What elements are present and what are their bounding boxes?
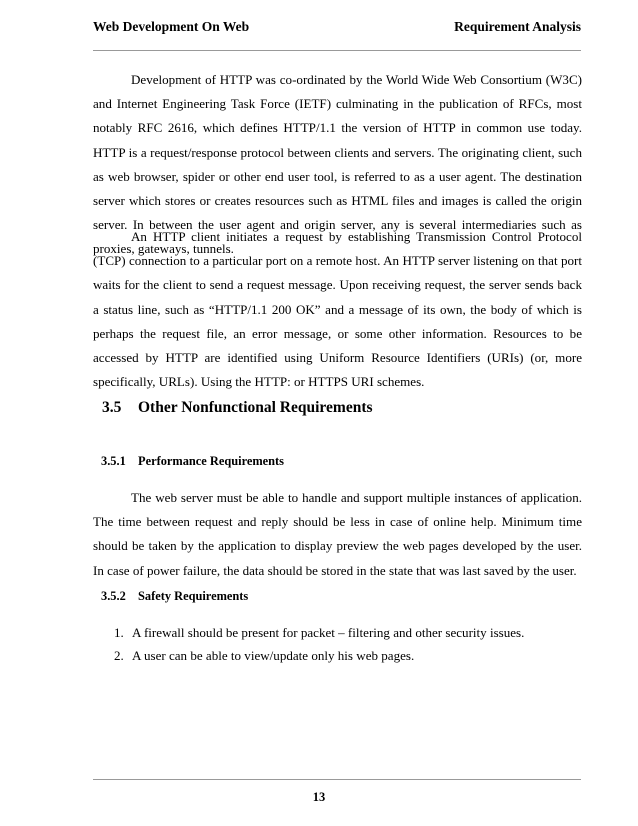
page-number: 13	[312, 790, 326, 804]
list-marker: 2.	[114, 648, 124, 663]
header-rule	[93, 50, 581, 51]
section-number: 3.5	[102, 399, 122, 416]
section-title: Other Nonfunctional Requirements	[138, 399, 373, 416]
list-item-text: A user can be able to view/update only his web pages.	[132, 648, 415, 663]
subsection-title: Performance Requirements	[138, 454, 285, 468]
paragraph-performance: The web server must be able to handle and support multiple instances of application. The time between request and reply should be less in case of online help. Minimum time should be taken by the application to display preview the web pages developed by the user. In case of power failure, the data should be stored in the state that was last saved by the user.	[93, 490, 582, 578]
paragraph-http-development: Development of HTTP was co-ordinated by the World Wide Web Consortium (W3C) and Internet Engineering Task Force (IETF) culminating in the publication of RFCs, most notably RFC 2616, which defines HTTP/1.1 the version of HTTP in common use today. HTTP is a request/response protocol between clients and servers. The originating client, such as web browser, spider or other end user tool, is referred to as a user agent. The destination server which stores or creates resources such as HTML files and images is called the origin server. In between the user agent and origin server, any is several intermediaries such as proxies, gateways, tunnels.	[93, 72, 582, 257]
header-right-title: Requirement Analysis	[454, 19, 581, 34]
subsection-number: 3.5.2	[101, 589, 126, 603]
page-header	[93, 19, 581, 35]
subsection-heading-safety	[101, 589, 248, 604]
list-marker: 1.	[114, 625, 124, 640]
subsection-number: 3.5.1	[101, 454, 126, 468]
safety-requirements-list	[114, 621, 524, 667]
paragraph-http-client: An HTTP client initiates a request by establishing Transmission Control Protocol (TCP) connection to a particular port on a remote host. An HTTP server listening on that port waits for the client to send a request message. Upon receiving request, the server sends back a status line, such as “HTTP/1.1 200 OK” and a message of its own, the body of which is perhaps the request file, an error message, or some other information. Resources to be accessed by HTTP are identified using Uniform Resource Identifiers (URIs) (or, more specifically, URLs). Using the HTTP: or HTTPS URI schemes.	[93, 229, 582, 390]
subsection-heading-performance	[101, 454, 284, 469]
header-left-title: Web Development On Web	[93, 19, 250, 34]
list-item-text: A firewall should be present for packet – filtering and other security issues.	[132, 625, 525, 640]
list-item	[114, 621, 524, 644]
section-heading	[102, 399, 373, 417]
footer-rule	[93, 779, 581, 780]
subsection-title: Safety Requirements	[138, 589, 249, 603]
list-item	[114, 644, 524, 667]
